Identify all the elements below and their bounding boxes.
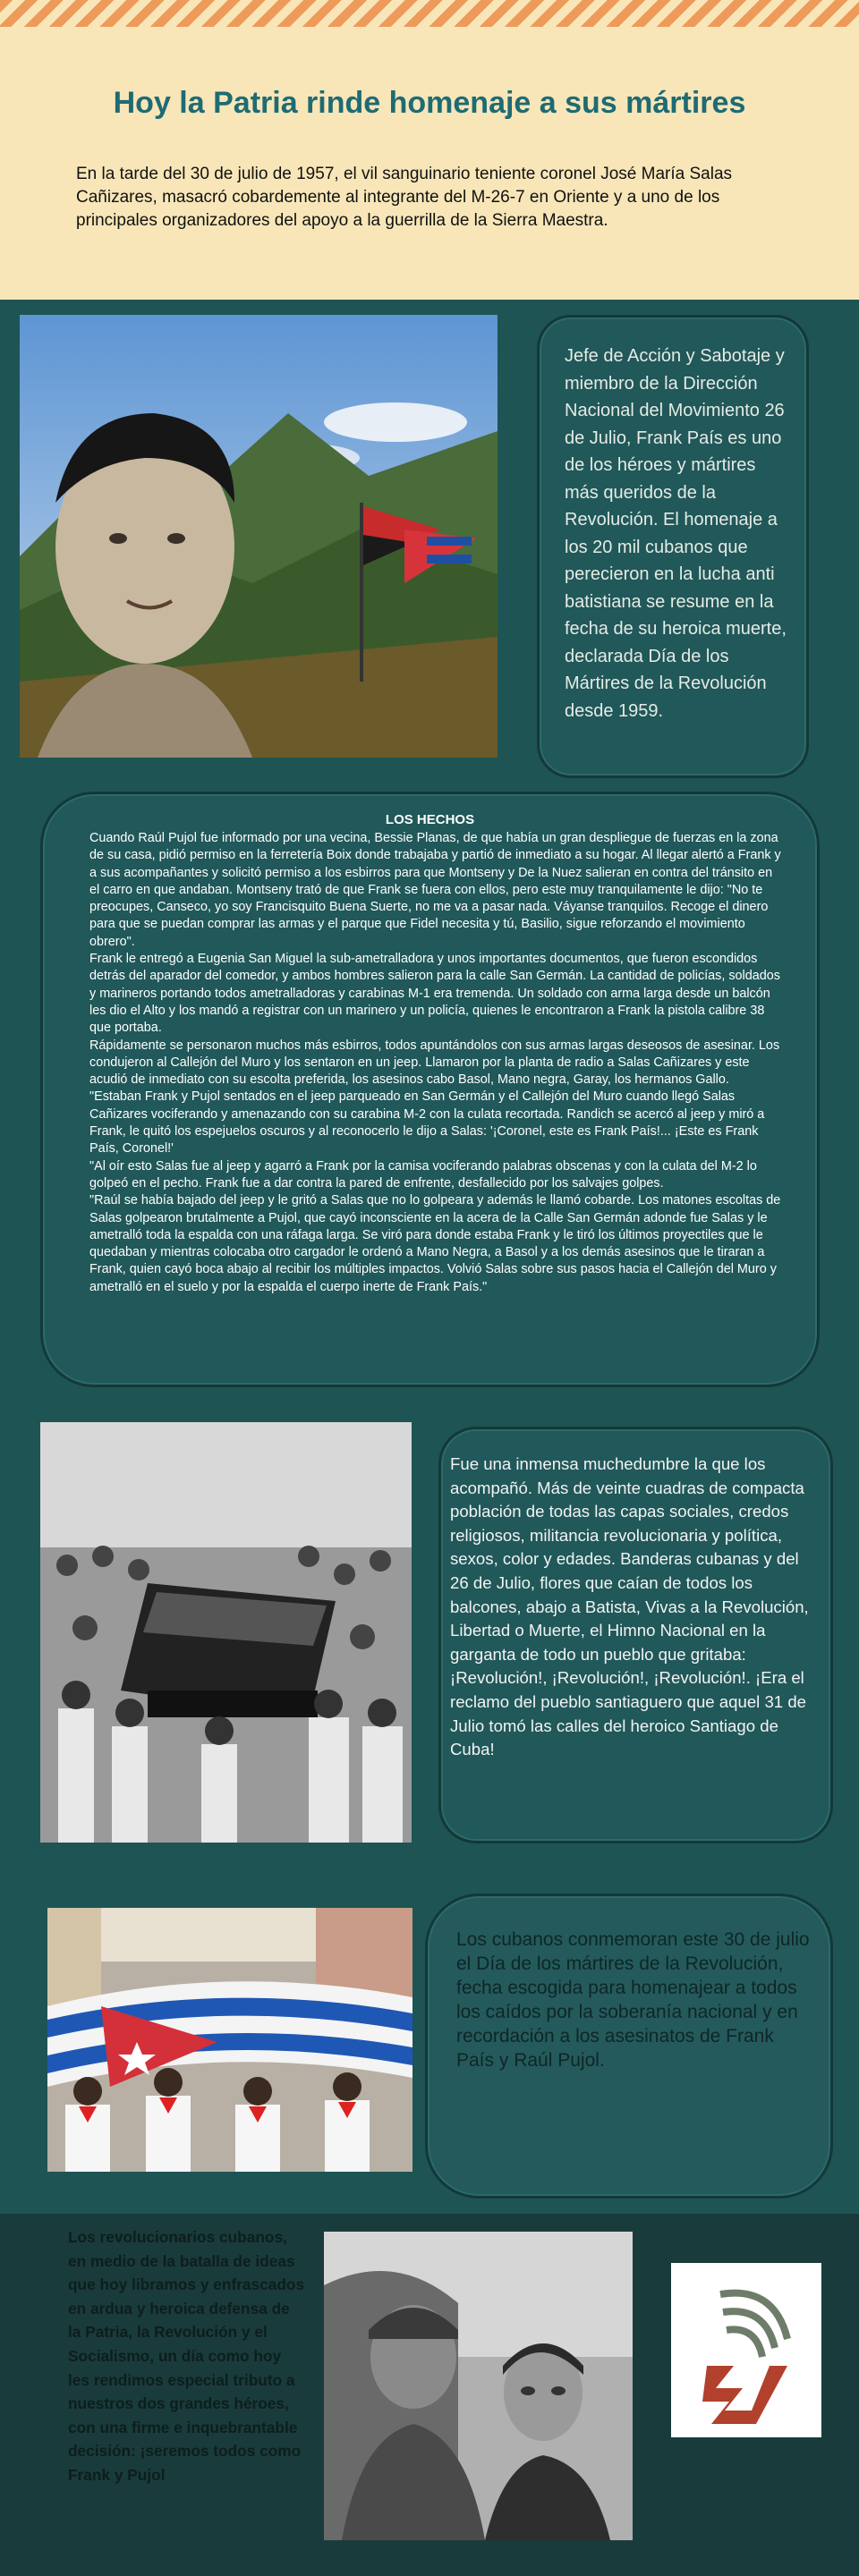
commemoration-box — [425, 1894, 833, 2199]
los-hechos-box — [40, 792, 820, 1387]
funeral-crowd-photo — [40, 1422, 412, 1843]
page-title: Hoy la Patria rinde homenaje a sus mártires — [113, 86, 746, 120]
commemoration-text: Los cubanos conmemoran este 30 de julio el Día de los mártires de la Revolución, fecha escogida para homenajear a todos los caídos por la soberanía nacional y en recordación a los asesinatos de Frank País y Raúl Pujol. — [456, 1929, 810, 2071]
children-cuban-flag-photo — [47, 1908, 412, 2172]
hechos-heading: LOS HECHOS — [385, 812, 475, 827]
emblem-logo-icon — [671, 2263, 821, 2437]
header-banner — [0, 0, 859, 300]
bio-text: Jefe de Acción y Sabotaje y miembro de la Dirección Nacional del Movimiento 26 de Julio, Frank País es uno de los héroes y mártires más queridos de la Revolución. El homenaje a los 20 mil cubanos que perecieron en la lucha anti batistiana se resume en la fecha de su heroica muerte, declarada Día de los Mártires de la Revolución desde 1959. — [565, 346, 787, 721]
frank-pais-bio-box — [537, 315, 809, 778]
funeral-description-text: Fue una inmensa muchedumbre la que los acompañó. Más de veinte cuadras de compacta población de todas las capas sociales, credos religiosos, militancia revolucionaria y política, sexos, color y edades. Banderas cubanas y del 26 de Julio, flores que caían de todos los balcones, abajo a Batista, Vivas a la Revolución, Libertad o Muerte, el Himno Nacional en la garganta de todo un pueblo que gritaba: ¡Revolución!, ¡Revolución!, ¡Revolución!. ¡Era el reclamo del pueblo santiaguero que aquel 31 de Julio tomó las calles del heroico Santiago de Cuba! — [450, 1454, 809, 1759]
frank-and-pujol-photo — [324, 2232, 633, 2540]
footer-tribute-text: Los revolucionarios cubanos, en medio de la batalla de ideas que hoy libramos y enfrascados en ardua y heroica defensa de la Patria, la Revolución y el Socialismo, un día como hoy les rendimos especial tributo a nuestros dos grandes héroes, con una firme e inquebrantable decisión: ¡seremos todos como Frank y Pujol — [68, 2228, 305, 2484]
logo-panel — [671, 2263, 821, 2437]
intro-paragraph: En la tarde del 30 de julio de 1957, el vil sanguinario teniente coronel José María Salas Cañizares, masacró cobardemente al integrante del M-26-7 en Oriente y a uno de los principales organizadores del apoyo a la guerrilla de la Sierra Maestra. — [76, 165, 733, 230]
decorative-stripes — [0, 0, 859, 27]
hechos-body-text: Cuando Raúl Pujol fue informado por una vecina, Bessie Planas, de que había un gran despliegue de fuerzas en la zona de su casa, pidió permiso en la ferretería Boix donde trabajaba y partió de inmediato a su hogar. Al llegar alertó a Frank y a sus acompañantes y solicitó permiso a los esbirros para que Montseny y De la Nuez salieran en contra del tránsito en el carro en que andaban. Montseny trató de que Frank se fuera con ellos, pero este muy tranquilamente le dijo: "No te preocupes, Canseco, yo soy Francisquito Buena Suerte, no me va a pasar nada. Váyanse tranquilos. Recoge el dinero para que se puedan comprar las armas y el parque que Fidel necesita y tú, Basilio, sigue reforzando el movimiento obrero". Frank le entregó a Eugenia San Miguel la sub-ametralladora y unos importantes documentos, que fueron escondidos detrás del aparador del comedor, y ambos hombres salieron para la calle San Germán. La cantidad de policías, soldados y marineros portando todos ametralladoras y carabinas M-1 era tremenda. Un soldado con arma larga desde un balcón les dio el Alto y los mandó a registrar con un marinero y un policía, quienes le encontraron a Frank la pistola calibre 38 que portaba. Rápidamente se personaron muchos más esbirros, todos apuntándolos con sus armas largas deseosos de asesinar. Los condujeron al Callejón del Muro y los sentaron en un jeep. Llamaron por la planta de radio a Salas Cañizares y este acudió de inmediato con su escolta preferida, los asesinos cabo Basol, Mano negra, Garay, los hermanos Gallo. "Estaban Frank y Pujol sentados en el jeep parqueado en San Germán y el Callejón del Muro cuando llegó Salas Cañizares vociferando y amenazando con su carabina M-2 con la culata recortada. Randich se acercó al jeep y miró a Frank, le quitó los espejuelos oscuros y al reconocerlo le dijo a Salas: '¡Coronel, este es Frank País!... ¡Este es Frank País, Coronel!' "Al oír esto Salas fue al jeep y agarró a Frank por la camisa vociferando palabras obscenas y con la culata del M-2 lo golpeó en el pecho. Frank fue a dar contra la pared de enfrente, desfallecido por los salvajes golpes. "Raúl se había bajado del jeep y le gritó a Salas que no lo golpeara y además le llamó cobarde. Los matones escoltas de Salas golpearon brutalmente a Pujol, que cayó inconsciente en la acera de la Calle San Germán adonde fue Salas y le ametralló toda la espalda con una ráfaga larga. Se viró para donde estaba Frank y le tiró los últimos proyectiles que le quedaban y mientras colocaba otro cargador le ordenó a Mano Negra, a Basol y a los demás asesinos que le tiraran a Frank, quien cayó boca abajo al recibir los múltiples impactos. Volvió Salas sobre sus pasos hacia el Callejón del Muro y ametralló en el suelo y por la espalda el cuerpo inerte de Frank País." — [89, 831, 781, 1294]
funeral-description-box — [438, 1427, 833, 1843]
frank-pais-portrait-photo — [20, 315, 498, 758]
